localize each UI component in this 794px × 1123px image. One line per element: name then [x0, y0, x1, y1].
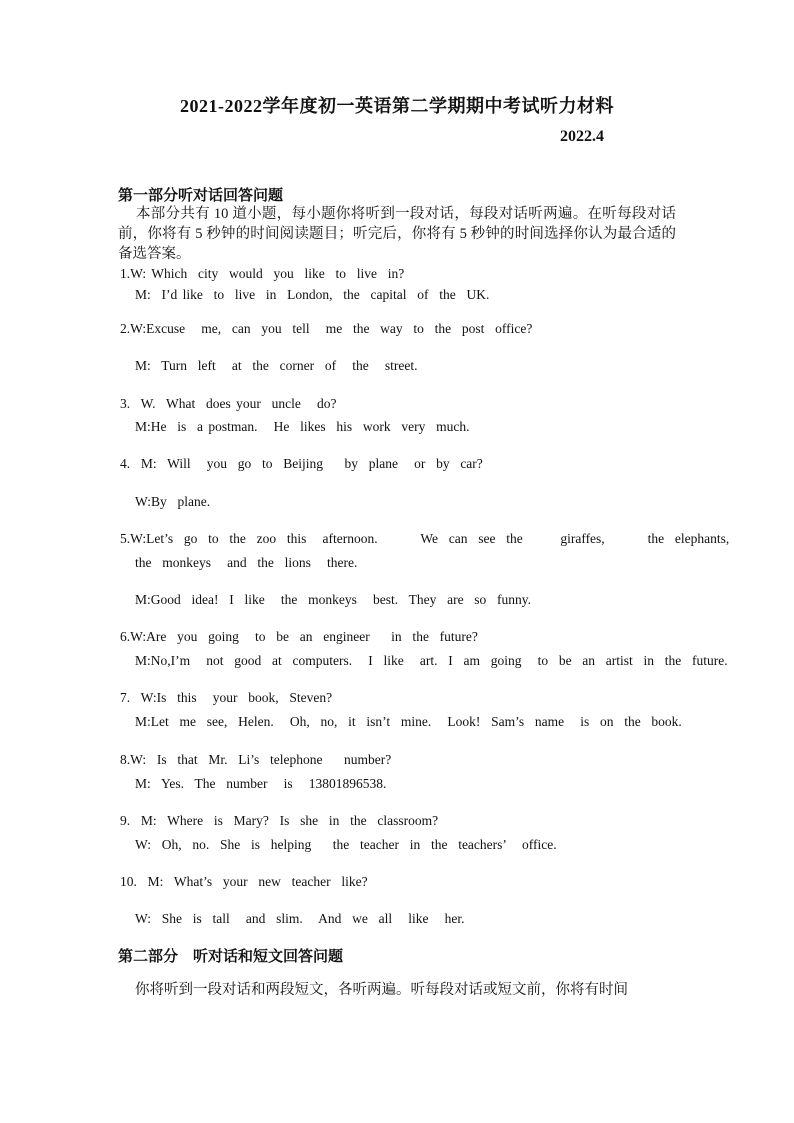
dialogue-line: 4. M: Will you go to Beijing by plane or by car?	[120, 456, 483, 471]
dialogue-line: 6.W:Are you going to be an engineer in the future?	[120, 629, 478, 644]
dialogue-line: 10. M: What’s your new teacher like?	[120, 874, 368, 889]
dialogue-line: 2.W:Excuse me, can you tell me the way to the post office?	[120, 321, 533, 336]
dialogue-line: M:He is a postman. He likes his work very much.	[135, 419, 470, 434]
dialogue-line: 3. W. What does your uncle do?	[120, 396, 337, 411]
dialogue-line: 5.W:Let’s go to the zoo this afternoon. We can see the giraffes, the elephants,	[120, 531, 730, 546]
dialogue-line: 7. W:Is this your book, Steven?	[120, 690, 333, 705]
dialogue-line: the monkeys and the lions there.	[135, 555, 358, 570]
part1-intro: 本部分共有 10 道小题，每小题你将听到一段对话，每段对话听两遍。在听每段对话前，你将有 5 秒钟的时间阅读题目；听完后，你将有 5 秒钟的时间选择你认为最合适的备选答案。	[118, 206, 676, 262]
dialogue-line: M:No,I’m not good at computers. I like art. I am going to be an artist in the future.	[135, 653, 728, 668]
part2-intro: 你将听到一段对话和两段短文，各听两遍。听每段对话或短文前，你将有时间	[135, 982, 628, 998]
dialogue-line: W:By plane.	[135, 494, 211, 509]
document-title: 2021-2022学年度初一英语第二学期期中考试听力材料	[180, 96, 614, 116]
dialogue-line: 8.W: Is that Mr. Li’s telephone number?	[120, 752, 392, 767]
document-date: 2022.4	[560, 128, 604, 145]
dialogue-line: W: Oh, no. She is helping the teacher in the teachers’ office.	[135, 837, 557, 852]
dialogue-line: 9. M: Where is Mary? Is she in the classroom?	[120, 813, 439, 828]
dialogue-line: W: She is tall and slim. And we all like her.	[135, 911, 465, 926]
dialogue-line: M:Good idea! I like the monkeys best. They are so funny.	[135, 592, 532, 607]
dialogue-line: M: Turn left at the corner of the street.	[135, 358, 418, 373]
dialogue-line: M: Yes. The number is 13801896538.	[135, 776, 387, 791]
dialogue-line: 1.W: Which city would you like to live in?	[120, 266, 405, 281]
dialogue-line: M: I’d like to live in London, the capital of the UK.	[135, 287, 490, 302]
dialogue-line: M:Let me see, Helen. Oh, no, it isn’t mine. Look! Sam’s name is on the book.	[135, 714, 682, 729]
part2-heading: 第二部分 听对话和短文回答问题	[118, 949, 344, 965]
part1-heading: 第一部分听对话回答问题	[118, 188, 284, 204]
